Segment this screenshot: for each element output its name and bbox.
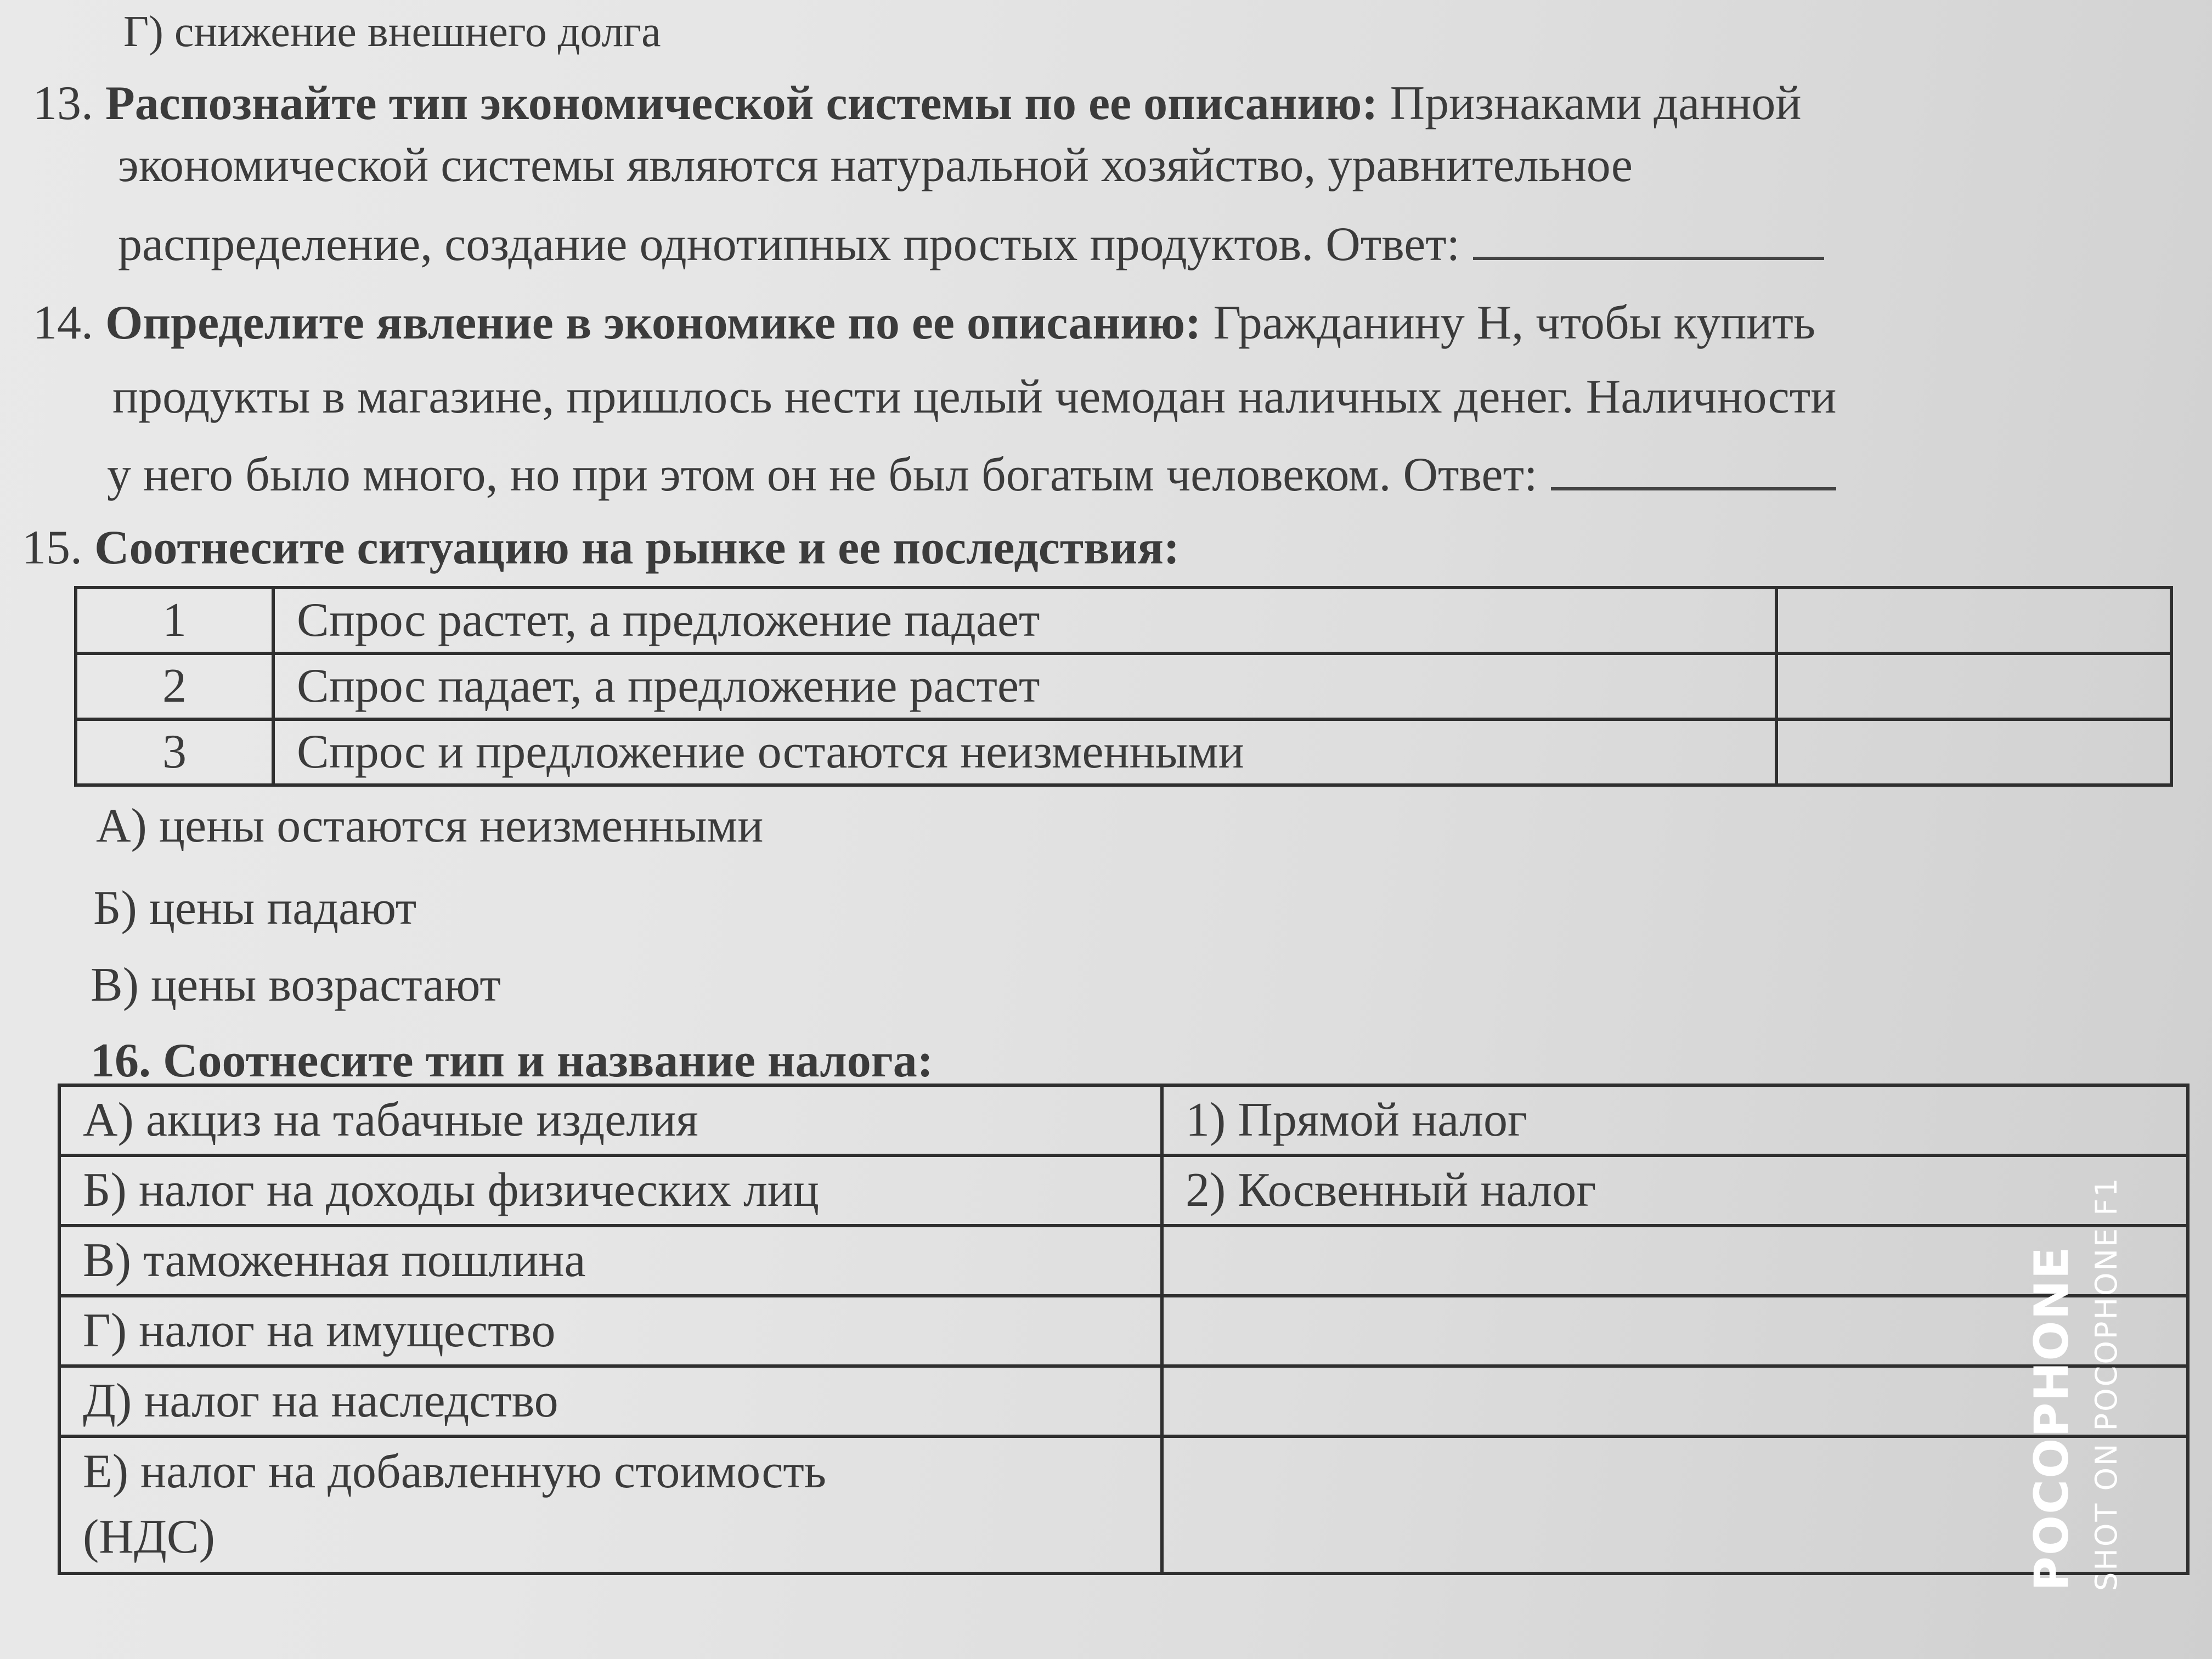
question-14-answer-blank[interactable] <box>1551 449 1836 490</box>
previous-option-g: Г) снижение внешнего долга <box>123 8 661 56</box>
row-number: 2 <box>76 653 273 719</box>
question-13-text-3: распределение, создание однотипных простых продуктов. Ответ: <box>118 218 1460 271</box>
question-14-number: 14. <box>33 296 93 349</box>
answer-cell[interactable] <box>1776 653 2171 719</box>
tax-name: Д) налог на наследство <box>59 1366 1162 1436</box>
question-15-table <box>74 586 2173 787</box>
question-15-option-c: В) цены возрастают <box>91 958 501 1012</box>
question-16-table <box>58 1084 2190 1575</box>
table-row <box>59 1296 2188 1366</box>
situation-text: Спрос и предложение остаются неизменными <box>273 719 1776 785</box>
table-row <box>59 1155 2188 1226</box>
question-13-title: Распознайте тип экономической системы по ее описанию: <box>105 77 1378 130</box>
question-15-option-a: А) цены остаются неизменными <box>96 799 764 853</box>
question-13-number: 13. <box>33 77 93 130</box>
table-row <box>76 588 2171 653</box>
question-16-number: 16. <box>91 1034 151 1087</box>
question-16-heading <box>91 1034 934 1087</box>
answer-cell[interactable] <box>1776 588 2171 653</box>
question-13-line-1 <box>33 77 1802 130</box>
tax-name: Е) налог на добавленную стоимость <box>83 1445 827 1499</box>
tax-type: 1) Прямой налог <box>1162 1085 2188 1155</box>
tax-name-continued: (НДС) <box>83 1510 215 1564</box>
table-row <box>59 1436 2188 1573</box>
table-row <box>59 1085 2188 1155</box>
row-number: 1 <box>76 588 273 653</box>
tax-name: Г) налог на имущество <box>59 1296 1162 1366</box>
question-14-text-2: продукты в магазине, пришлось нести целый чемодан наличных денег. Наличности <box>112 370 1837 424</box>
question-13-text-2: экономической системы являются натуральной хозяйство, уравнительное <box>118 139 1633 192</box>
table-row <box>59 1226 2188 1296</box>
question-15-number: 15. <box>22 521 82 574</box>
row-number: 3 <box>76 719 273 785</box>
question-14-text-3: у него было много, но при этом он не был богатым человеком. Ответ: <box>107 448 1538 501</box>
question-16-title: Соотнесите тип и название налога: <box>163 1034 934 1087</box>
watermark-brand: POCOPHONE <box>2024 1245 2079 1591</box>
tax-type: 2) Косвенный налог <box>1162 1155 2188 1226</box>
question-14-line-3 <box>107 449 1836 499</box>
question-15-option-b: Б) цены падают <box>93 882 417 935</box>
question-14-title: Определите явление в экономике по ее описанию: <box>105 296 1201 349</box>
table-row <box>59 1366 2188 1436</box>
situation-text: Спрос падает, а предложение растет <box>273 653 1776 719</box>
tax-name: В) таможенная пошлина <box>59 1226 1162 1296</box>
table-row <box>76 719 2171 785</box>
question-15-title: Соотнесите ситуацию на рынке и ее последствия: <box>94 521 1180 574</box>
question-15-heading <box>22 521 1180 574</box>
question-13-text-1: Признаками данной <box>1390 77 1802 130</box>
tax-name: Б) налог на доходы физических лиц <box>59 1155 1162 1226</box>
watermark-caption: SHOT ON POCOPHONE F1 <box>2089 1176 2124 1591</box>
tax-name: А) акциз на табачные изделия <box>59 1085 1162 1155</box>
question-13-line-3 <box>118 218 1824 269</box>
question-13-answer-blank[interactable] <box>1473 218 1824 260</box>
situation-text: Спрос растет, а предложение падает <box>273 588 1776 653</box>
table-row <box>76 653 2171 719</box>
question-14-text-1: Гражданину Н, чтобы купить <box>1213 296 1816 349</box>
answer-cell[interactable] <box>1776 719 2171 785</box>
tax-name-multiline <box>59 1436 1162 1573</box>
question-14-line-1 <box>33 296 1816 349</box>
